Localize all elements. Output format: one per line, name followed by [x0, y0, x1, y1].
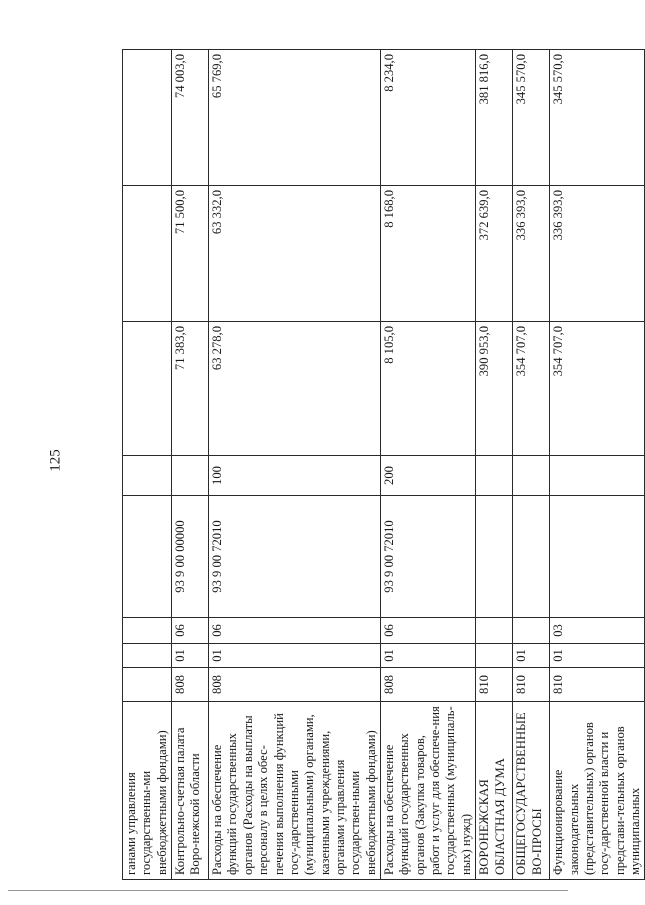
cell-target: 93 9 00 00000 — [172, 496, 209, 618]
cell-y2019: 354 707,0 — [550, 322, 645, 456]
cell-target — [476, 496, 513, 618]
cell-target — [123, 496, 172, 618]
cell-subsection: 06 — [172, 618, 209, 644]
cell-type — [172, 456, 209, 496]
cell-target — [513, 496, 550, 618]
cell-y2019: 71 383,0 — [172, 322, 209, 456]
cell-type — [476, 456, 513, 496]
cell-admin — [123, 668, 172, 702]
budget-table — [122, 49, 645, 880]
cell-section: 01 — [513, 644, 550, 668]
cell-y2019: 390 953,0 — [476, 322, 513, 456]
cell-y2021: 74 003,0 — [172, 50, 209, 186]
cell-y2021 — [123, 50, 172, 186]
table-row — [172, 50, 209, 880]
cell-y2021: 345 570,0 — [550, 50, 645, 186]
cell-y2020: 63 332,0 — [209, 186, 381, 322]
cell-type — [123, 456, 172, 496]
page-number: 125 — [47, 449, 64, 472]
cell-target — [550, 496, 645, 618]
cell-y2021: 381 816,0 — [476, 50, 513, 186]
cell-type: 200 — [381, 456, 476, 496]
table-row — [209, 50, 381, 880]
cell-subsection — [476, 618, 513, 644]
cell-y2021: 345 570,0 — [513, 50, 550, 186]
cell-admin: 810 — [476, 668, 513, 702]
cell-y2020: 336 393,0 — [513, 186, 550, 322]
cell-type — [513, 456, 550, 496]
table-row — [476, 50, 513, 880]
cell-name: ВОРОНЕЖСКАЯ ОБЛАСТНАЯ ДУМА — [476, 702, 513, 880]
cell-name: Функционирование законодательных (представительных) органов госу-дарственной власти и представи-тельных органов муниципальных — [550, 702, 645, 880]
cell-section — [123, 644, 172, 668]
cell-type: 100 — [209, 456, 381, 496]
cell-subsection — [513, 618, 550, 644]
rotated-table-container — [122, 50, 642, 880]
cell-target: 93 9 00 72010 — [381, 496, 476, 618]
cell-type — [550, 456, 645, 496]
cell-name: Контрольно-счетная палата Воро-нежской области — [172, 702, 209, 880]
cell-y2019: 8 105,0 — [381, 322, 476, 456]
cell-target: 93 9 00 72010 — [209, 496, 381, 618]
table-row — [381, 50, 476, 880]
cell-name: Расходы на обеспечение функций государственных органов (Расходы на выплаты персоналу в целях обес-печения выполнения функций госу-дарственными (муниципальными) органами, казенными учреждениями, органами управления государствен-ными внебюджетными фондами) — [209, 702, 381, 880]
cell-subsection: 06 — [209, 618, 381, 644]
cell-admin: 808 — [209, 668, 381, 702]
cell-y2020 — [123, 186, 172, 322]
cell-y2019: 354 707,0 — [513, 322, 550, 456]
cell-admin: 810 — [550, 668, 645, 702]
cell-y2019 — [123, 322, 172, 456]
cell-admin: 808 — [172, 668, 209, 702]
scan-edge-line — [8, 890, 568, 891]
cell-subsection — [123, 618, 172, 644]
cell-name: ганами управления государственны-ми внебюджетными фондами) — [123, 702, 172, 880]
cell-section: 01 — [550, 644, 645, 668]
table-body — [123, 50, 645, 880]
cell-section: 01 — [209, 644, 381, 668]
cell-subsection: 03 — [550, 618, 645, 644]
cell-section: 01 — [381, 644, 476, 668]
cell-y2020: 372 639,0 — [476, 186, 513, 322]
cell-admin: 808 — [381, 668, 476, 702]
cell-name: ОБЩЕГОСУДАРСТВЕННЫЕ ВО-ПРОСЫ — [513, 702, 550, 880]
table-row — [123, 50, 172, 880]
cell-y2021: 8 234,0 — [381, 50, 476, 186]
cell-y2019: 63 278,0 — [209, 322, 381, 456]
cell-admin: 810 — [513, 668, 550, 702]
cell-name: Расходы на обеспечение функций государственных органов (Закупка товаров, работ и услуг для обеспече-ния государственных (муниципаль-ных) нужд) — [381, 702, 476, 880]
cell-y2021: 65 769,0 — [209, 50, 381, 186]
cell-section: 01 — [172, 644, 209, 668]
cell-subsection: 06 — [381, 618, 476, 644]
cell-y2020: 71 500,0 — [172, 186, 209, 322]
cell-y2020: 8 168,0 — [381, 186, 476, 322]
table-row — [513, 50, 550, 880]
table-row — [550, 50, 645, 880]
cell-section — [476, 644, 513, 668]
cell-y2020: 336 393,0 — [550, 186, 645, 322]
